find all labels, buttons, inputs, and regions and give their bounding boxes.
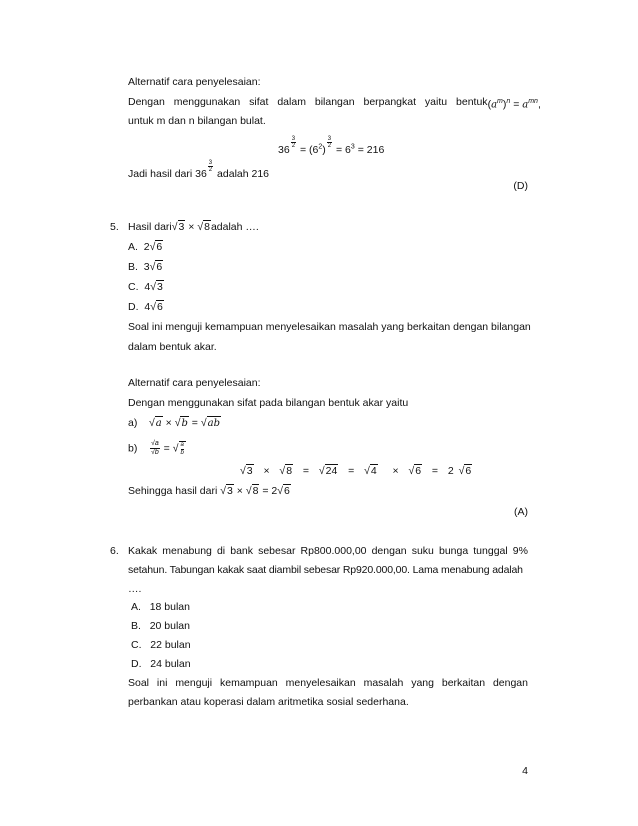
word: masalah: [363, 677, 404, 689]
option-letter: A.: [128, 241, 138, 253]
word: bunga: [438, 545, 469, 557]
q5-alt-title: Alternatif cara penyelesaian:: [128, 377, 261, 389]
q5-option-c: C. 4√3: [128, 281, 163, 293]
q6-number: 6.: [110, 545, 119, 557]
q5-result-prefix: Sehingga hasil dari: [128, 485, 218, 497]
word: bank: [230, 545, 254, 557]
q6-question-line3: ….: [128, 583, 142, 595]
q6-option-b: [131, 619, 190, 633]
option-letter: B.: [131, 620, 141, 632]
q5-question: Hasil dari√3 × √8adalah ….: [128, 221, 259, 233]
q5-desc-line2: dalam bentuk akar.: [128, 341, 217, 353]
option-letter: D.: [128, 301, 139, 313]
rule-a-label: a): [128, 417, 138, 429]
option-text: 24 bulan: [150, 658, 191, 670]
method-line2-prev: untuk m dan n bilangan bulat.: [128, 115, 266, 127]
q5-option-a: A. 2√6: [128, 241, 163, 253]
q5-option-d: D. 4√6: [128, 301, 163, 313]
option-radicand: 6: [156, 301, 163, 313]
q6-option-a: [131, 600, 190, 614]
method-line-prev: [128, 95, 541, 113]
power-rule-formula: $(a^m)^n = a^{mn}$,: [487, 98, 541, 111]
word: dengan: [371, 545, 407, 557]
option-letter: C.: [128, 281, 139, 293]
word: Soal: [128, 677, 150, 689]
word: menabung: [162, 545, 212, 557]
option-letter: D.: [131, 658, 142, 670]
option-coef: 4: [144, 301, 151, 313]
word: suku: [411, 545, 434, 557]
power-calculation: 36 $\frac{3}{2}$ = $(6^2)$ $\frac{3}{2}$ = $6^3 = 216$: [278, 136, 385, 156]
q5-option-b: B. 3√6: [128, 261, 163, 273]
word: ini: [156, 677, 168, 689]
result-line-prev: Jadi hasil dari 36 $\frac{3}{2}$ adalah 216: [128, 160, 270, 180]
alt-title-prev: Alternatif cara penyelesaian:: [128, 76, 261, 88]
q5-desc-line1: Soal ini menguji kemampuan menyelesaikan masalah yang berkaitan dengan bilangan: [128, 321, 531, 333]
result-prefix-prev: Jadi hasil dari 36: [128, 168, 207, 180]
word: 9%: [512, 545, 528, 557]
option-letter: C.: [131, 639, 142, 651]
option-letter: A.: [131, 601, 141, 613]
word: di: [216, 545, 226, 557]
rule-a: a) √a × √b = √ab: [128, 417, 220, 429]
result-suffix-prev: adalah 216: [214, 168, 270, 180]
option-coef: 2: [143, 241, 150, 253]
word: menguji: [175, 677, 213, 689]
word: tunggal: [473, 545, 508, 557]
method-text-prev: Dengan menggunakan sifat dalam bilangan berpangkat yaitu bentuk: [128, 96, 488, 108]
q5-answer: (A): [514, 506, 528, 518]
q5-question-suffix: adalah ….: [210, 221, 259, 233]
rule-b-label: b): [128, 442, 138, 455]
sqrt-calculation: √3 × √8 = √24 = √4 × √6 = 2 √6: [240, 465, 472, 477]
q5-number: 5.: [110, 221, 119, 233]
q5-result: Sehingga hasil dari √3 × √8 = 2√6: [128, 485, 290, 497]
q5-question-prefix: Hasil dari: [128, 221, 172, 233]
word: Rp800.000,00: [300, 545, 367, 557]
q5-method-line: Dengan menggunakan sifat pada bilangan bentuk akar yaitu: [128, 397, 409, 409]
q6-option-d: [131, 657, 191, 671]
option-text: 22 bulan: [150, 639, 191, 651]
word: dengan: [492, 677, 528, 689]
q6-question-line2: setahun. Tabungan kakak saat diambil sebesar Rp920.000,00. Lama menabung adalah: [128, 564, 523, 576]
option-letter: B.: [128, 261, 138, 273]
word: Kakak: [128, 545, 158, 557]
option-radicand: 3: [156, 281, 163, 293]
q6-question-line1: [128, 544, 528, 558]
q6-option-c: [131, 638, 191, 652]
answer-prev: (D): [513, 180, 528, 192]
option-text: 20 bulan: [149, 620, 190, 632]
rule-b: b) $\frac{√a}{√b}$ = √ $\frac{a}{b}$: [128, 440, 184, 456]
option-coef: 4: [144, 281, 151, 293]
option-text: 18 bulan: [149, 601, 190, 613]
option-radicand: 6: [156, 261, 163, 273]
word: yang: [411, 677, 434, 689]
page-number: 4: [522, 765, 528, 777]
word: kemampuan: [219, 677, 278, 689]
q6-desc-line2: perbankan atau koperasi dalam aritmetika sosial sederhana.: [128, 696, 409, 708]
word: menyelesaikan: [285, 677, 356, 689]
word: sebesar: [258, 545, 296, 557]
option-radicand: 6: [156, 241, 163, 253]
word: berkaitan: [441, 677, 486, 689]
option-coef: 3: [143, 261, 150, 273]
q6-desc-line1: [128, 676, 528, 690]
